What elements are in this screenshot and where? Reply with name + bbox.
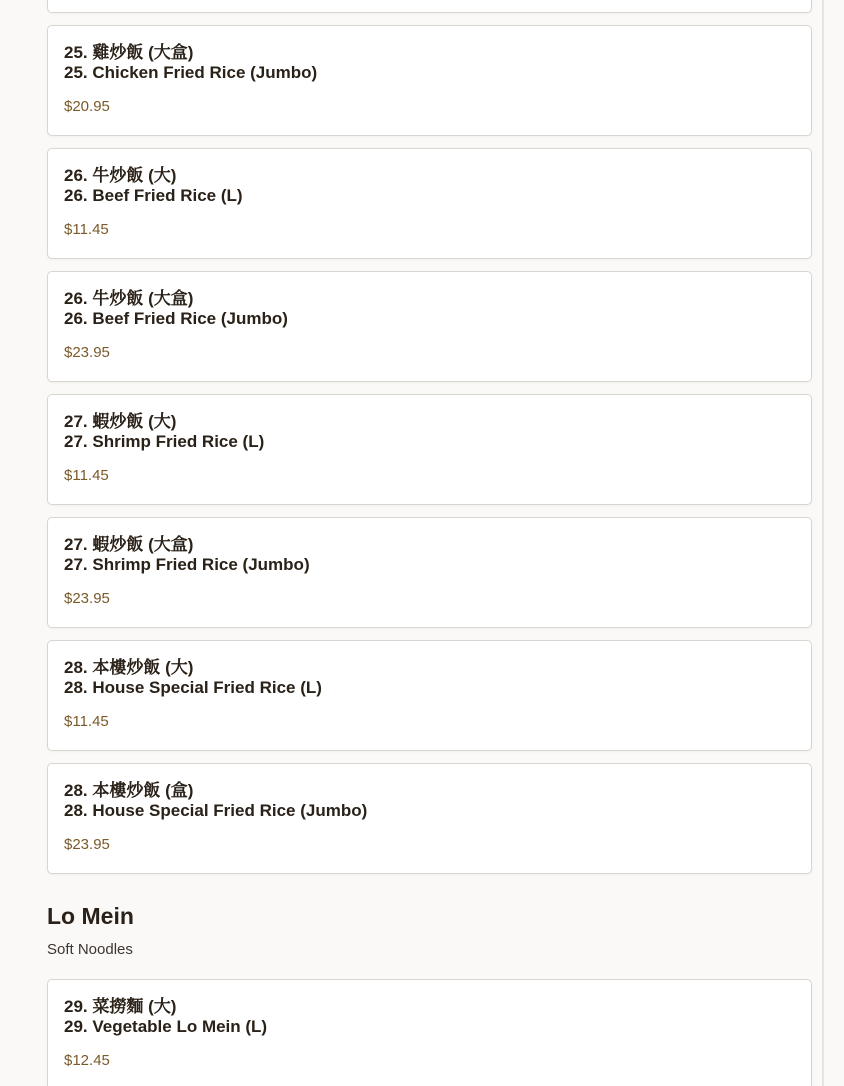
item-name-chinese: 25. 雞炒飯 (大盒) bbox=[64, 43, 194, 62]
item-name-english: 25. Chicken Fried Rice (Jumbo) bbox=[64, 63, 318, 82]
item-name-chinese: 27. 蝦炒飯 (大) bbox=[64, 412, 177, 431]
item-price: $11.45 bbox=[64, 467, 109, 484]
item-name-english: 27. Shrimp Fried Rice (Jumbo) bbox=[64, 555, 310, 574]
menu-item-card[interactable] bbox=[47, 0, 812, 13]
menu-item-card[interactable] bbox=[47, 979, 812, 1086]
menu-section-lo-mein bbox=[47, 902, 812, 1086]
item-name-chinese: 26. 牛炒飯 (大盒) bbox=[64, 289, 194, 308]
item-name-chinese: 27. 蝦炒飯 (大盒) bbox=[64, 535, 194, 554]
item-price: $12.45 bbox=[64, 1052, 110, 1069]
item-name-english: 28. House Special Fried Rice (Jumbo) bbox=[64, 801, 368, 820]
item-name-english: 29. Vegetable Lo Mein (L) bbox=[64, 1017, 268, 1036]
item-price: $23.95 bbox=[64, 836, 110, 853]
item-price: $11.45 bbox=[64, 713, 109, 730]
menu-list bbox=[47, 0, 812, 1086]
menu-item-card[interactable] bbox=[47, 148, 812, 259]
menu-item-card[interactable] bbox=[47, 640, 812, 751]
item-price: $23.95 bbox=[64, 590, 110, 607]
item-name-english: 26. Beef Fried Rice (Jumbo) bbox=[64, 309, 288, 328]
item-price: $11.45 bbox=[64, 221, 109, 238]
scrollbar-track[interactable] bbox=[822, 0, 824, 1086]
item-name-chinese: 26. 牛炒飯 (大) bbox=[64, 166, 177, 185]
item-name-english: 28. House Special Fried Rice (L) bbox=[64, 678, 322, 697]
section-title: Lo Mein bbox=[47, 903, 134, 929]
menu-item-card[interactable] bbox=[47, 25, 812, 136]
item-price: $23.95 bbox=[64, 344, 110, 361]
item-name-chinese: 28. 本樓炒飯 (盒) bbox=[64, 781, 194, 800]
item-name-english: 26. Beef Fried Rice (L) bbox=[64, 186, 243, 205]
menu-item-card[interactable] bbox=[47, 763, 812, 874]
section-subtitle: Soft Noodles bbox=[47, 941, 133, 958]
menu-item-card[interactable] bbox=[47, 271, 812, 382]
menu-item-card[interactable] bbox=[47, 394, 812, 505]
item-name-chinese: 28. 本樓炒飯 (大) bbox=[64, 658, 194, 677]
item-name-english: 27. Shrimp Fried Rice (L) bbox=[64, 432, 265, 451]
item-price: $20.95 bbox=[64, 98, 110, 115]
menu-item-card[interactable] bbox=[47, 517, 812, 628]
section-items bbox=[47, 979, 812, 1086]
item-name-chinese: 29. 菜撈麵 (大) bbox=[64, 997, 177, 1016]
